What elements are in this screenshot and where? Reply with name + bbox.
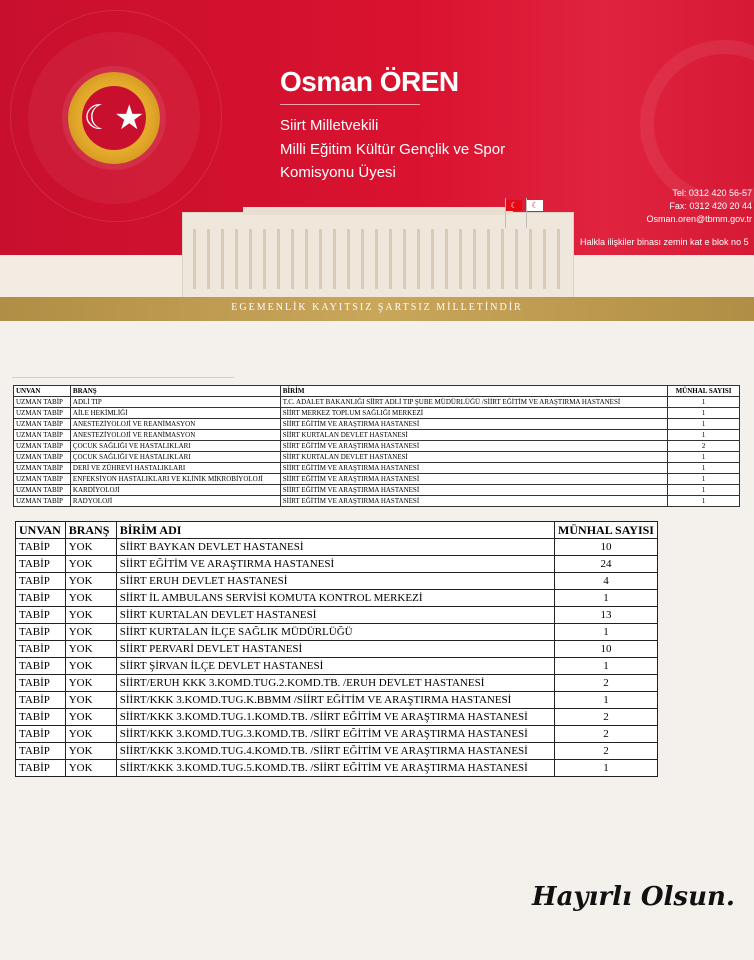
decorative-ring xyxy=(640,40,754,208)
table-cell: TABİP xyxy=(16,590,66,607)
table-cell: TABİP xyxy=(16,641,66,658)
table-cell: SİİRT KURTALAN DEVLET HASTANESİ xyxy=(280,452,667,463)
table-row xyxy=(16,590,658,607)
table-cell: UZMAN TABİP xyxy=(14,463,71,474)
table-cell: 2 xyxy=(555,709,658,726)
table-cell: YOK xyxy=(65,641,116,658)
table-cell: TABİP xyxy=(16,675,66,692)
table-row xyxy=(16,573,658,590)
table-cell: 4 xyxy=(555,573,658,590)
name-divider xyxy=(280,104,420,105)
table-cell: YOK xyxy=(65,607,116,624)
motto: EGEMENLİK KAYITSIZ ŞARTSIZ MİLLETİNDİR xyxy=(231,302,523,313)
closing-signature: Hayırlı Olsun. xyxy=(532,882,735,912)
table-cell: YOK xyxy=(65,539,116,556)
table-cell: 1 xyxy=(555,590,658,607)
table-row xyxy=(16,607,658,624)
table-row xyxy=(14,485,740,496)
table-cell: ANESTEZİYOLOJİ VE REANİMASYON xyxy=(70,419,280,430)
table-cell: SİİRT EĞİTİM VE ARAŞTIRMA HASTANESİ xyxy=(280,441,667,452)
column-header: BRANŞ xyxy=(65,522,116,539)
table-cell: TABİP xyxy=(16,539,66,556)
table-cell: ADLİ TIP xyxy=(70,397,280,408)
table-cell: SİİRT ŞİRVAN İLÇE DEVLET HASTANESİ xyxy=(116,658,554,675)
phone: Tel: 0312 420 56-57 xyxy=(672,188,752,198)
table-cell: RADYOLOJİ xyxy=(70,496,280,507)
table-cell: 2 xyxy=(555,675,658,692)
table-cell: 10 xyxy=(555,539,658,556)
table-cell: 2 xyxy=(555,726,658,743)
table-cell: SİİRT KURTALAN İLÇE SAĞLIK MÜDÜRLÜĞÜ xyxy=(116,624,554,641)
table-cell: SİİRT EĞİTİM VE ARAŞTIRMA HASTANESİ xyxy=(280,496,667,507)
table-cell: UZMAN TABİP xyxy=(14,430,71,441)
table-cell: SİİRT ERUH DEVLET HASTANESİ xyxy=(116,573,554,590)
table-cell: ÇOCUK SAĞLIĞI VE HASTALIKLARI xyxy=(70,441,280,452)
table-cell: YOK xyxy=(65,658,116,675)
column-header: UNVAN xyxy=(14,386,71,397)
table-row xyxy=(16,624,658,641)
table-cell: TABİP xyxy=(16,726,66,743)
table-row xyxy=(16,539,658,556)
table-row xyxy=(14,452,740,463)
table-cell: SİİRT EĞİTİM VE ARAŞTIRMA HASTANESİ xyxy=(116,556,554,573)
divider xyxy=(12,377,234,378)
tbmm-emblem-icon xyxy=(68,72,160,164)
table-cell: T.C. ADALET BAKANLIĞI SİİRT ADLİ TIP ŞUBE MÜDÜRLÜĞÜ /SİİRT EĞİTİM VE ARAŞTIRMA HASTANESİ xyxy=(280,397,667,408)
table-cell: TABİP xyxy=(16,692,66,709)
crescent-star-icon: ☾★ xyxy=(82,86,146,150)
table-row xyxy=(14,430,740,441)
title-line-3: Komisyonu Üyesi xyxy=(280,164,396,181)
column-header: BİRİM ADI xyxy=(116,522,554,539)
column-header: MÜNHAL SAYISI xyxy=(555,522,658,539)
table-cell: 1 xyxy=(668,408,740,419)
physician-vacancies-table xyxy=(15,521,658,777)
table-cell: YOK xyxy=(65,624,116,641)
table-cell: DERİ VE ZÜHREVİ HASTALIKLARI xyxy=(70,463,280,474)
table-cell: 1 xyxy=(668,474,740,485)
table-row xyxy=(16,658,658,675)
title-line-1: Siirt Milletvekili xyxy=(280,117,379,134)
table-cell: 1 xyxy=(668,397,740,408)
fax: Fax: 0312 420 20 44 xyxy=(669,201,752,211)
table-header-row xyxy=(14,386,740,397)
table-cell: 1 xyxy=(555,692,658,709)
table-cell: 1 xyxy=(555,760,658,777)
mp-name: Osman ÖREN xyxy=(280,66,459,97)
table-cell: UZMAN TABİP xyxy=(14,496,71,507)
table-row xyxy=(14,474,740,485)
table-cell: SİİRT KURTALAN DEVLET HASTANESİ xyxy=(116,607,554,624)
table-cell: YOK xyxy=(65,590,116,607)
table-cell: AİLE HEKİMLİĞİ xyxy=(70,408,280,419)
tbmm-flag-icon: ☾ xyxy=(527,200,543,211)
table-cell: 1 xyxy=(668,485,740,496)
table-cell: UZMAN TABİP xyxy=(14,452,71,463)
parliament-building-icon xyxy=(182,212,574,298)
table-cell: SİİRT/ERUH KKK 3.KOMD.TUG.2.KOMD.TB. /ERUH DEVLET HASTANESİ xyxy=(116,675,554,692)
table-cell: 1 xyxy=(555,658,658,675)
table-cell: 1 xyxy=(668,496,740,507)
table-cell: YOK xyxy=(65,675,116,692)
table-row xyxy=(16,726,658,743)
table-cell: TABİP xyxy=(16,743,66,760)
table-cell: UZMAN TABİP xyxy=(14,441,71,452)
table-cell: SİİRT BAYKAN DEVLET HASTANESİ xyxy=(116,539,554,556)
specialist-vacancies-table xyxy=(13,385,740,507)
table-row xyxy=(16,675,658,692)
table-row xyxy=(16,709,658,726)
table-cell: SİİRT/KKK 3.KOMD.TUG.1.KOMD.TB. /SİİRT EĞİTİM VE ARAŞTIRMA HASTANESİ xyxy=(116,709,554,726)
table-cell: 1 xyxy=(555,624,658,641)
table-cell: SİİRT KURTALAN DEVLET HASTANESİ xyxy=(280,430,667,441)
table-cell: UZMAN TABİP xyxy=(14,408,71,419)
table-cell: SİİRT/KKK 3.KOMD.TUG.3.KOMD.TB. /SİİRT EĞİTİM VE ARAŞTIRMA HASTANESİ xyxy=(116,726,554,743)
table-cell: SİİRT/KKK 3.KOMD.TUG.K.BBMM /SİİRT EĞİTİM VE ARAŞTIRMA HASTANESİ xyxy=(116,692,554,709)
table-cell: SİİRT EĞİTİM VE ARAŞTIRMA HASTANESİ xyxy=(280,419,667,430)
table-cell: YOK xyxy=(65,692,116,709)
table-row xyxy=(14,408,740,419)
column-header: UNVAN xyxy=(16,522,66,539)
table-row xyxy=(14,419,740,430)
table-row xyxy=(16,743,658,760)
table-row xyxy=(14,496,740,507)
title-line-2: Milli Eğitim Kültür Gençlik ve Spor xyxy=(280,141,506,158)
table-cell: SİİRT PERVARİ DEVLET HASTANESİ xyxy=(116,641,554,658)
table-cell: 2 xyxy=(668,441,740,452)
table-cell: SİİRT/KKK 3.KOMD.TUG.4.KOMD.TB. /SİİRT EĞİTİM VE ARAŞTIRMA HASTANESİ xyxy=(116,743,554,760)
column-header: BRANŞ xyxy=(70,386,280,397)
table-cell: YOK xyxy=(65,726,116,743)
table-cell: SİİRT EĞİTİM VE ARAŞTIRMA HASTANESİ xyxy=(280,463,667,474)
table-cell: ENFEKSİYON HASTALIKLARI VE KLİNİK MİKROBİYOLOJİ xyxy=(70,474,280,485)
table-row xyxy=(16,692,658,709)
table-cell: TABİP xyxy=(16,658,66,675)
table-cell: YOK xyxy=(65,709,116,726)
table-cell: 1 xyxy=(668,430,740,441)
table-cell: SİİRT EĞİTİM VE ARAŞTIRMA HASTANESİ xyxy=(280,485,667,496)
table-cell: YOK xyxy=(65,760,116,777)
table-row xyxy=(16,556,658,573)
email: Osman.oren@tbmm.gov.tr xyxy=(646,214,752,224)
table-cell: 1 xyxy=(668,419,740,430)
address: Halkla ilişkiler binası zemin kat e blok no 5 xyxy=(580,237,749,247)
table-cell: YOK xyxy=(65,743,116,760)
table-cell: YOK xyxy=(65,556,116,573)
table-cell: SİİRT MERKEZ TOPLUM SAĞLIĞI MERKEZİ xyxy=(280,408,667,419)
table-cell: 1 xyxy=(668,452,740,463)
table-row xyxy=(16,641,658,658)
turkish-flag-icon: ☾ xyxy=(506,200,522,211)
table-cell: TABİP xyxy=(16,709,66,726)
table-cell: UZMAN TABİP xyxy=(14,419,71,430)
table-cell: 2 xyxy=(555,743,658,760)
table-cell: UZMAN TABİP xyxy=(14,397,71,408)
table-cell: TABİP xyxy=(16,760,66,777)
table-cell: YOK xyxy=(65,573,116,590)
table-cell: TABİP xyxy=(16,624,66,641)
table-row xyxy=(14,397,740,408)
table-cell: 10 xyxy=(555,641,658,658)
table-cell: 13 xyxy=(555,607,658,624)
table-cell: ÇOCUK SAĞLIĞI VE HASTALIKLARI xyxy=(70,452,280,463)
table-cell: 24 xyxy=(555,556,658,573)
table-cell: TABİP xyxy=(16,607,66,624)
column-header: BİRİM xyxy=(280,386,667,397)
table-cell: TABİP xyxy=(16,573,66,590)
table-cell: KARDİYOLOJİ xyxy=(70,485,280,496)
table-row xyxy=(14,441,740,452)
table-row xyxy=(16,760,658,777)
table-header-row xyxy=(16,522,658,539)
table-cell: UZMAN TABİP xyxy=(14,474,71,485)
table-cell: SİİRT EĞİTİM VE ARAŞTIRMA HASTANESİ xyxy=(280,474,667,485)
table-cell: 1 xyxy=(668,463,740,474)
table-cell: TABİP xyxy=(16,556,66,573)
column-header: MÜNHAL SAYISI xyxy=(668,386,740,397)
table-cell: UZMAN TABİP xyxy=(14,485,71,496)
table-cell: SİİRT/KKK 3.KOMD.TUG.5.KOMD.TB. /SİİRT EĞİTİM VE ARAŞTIRMA HASTANESİ xyxy=(116,760,554,777)
table-cell: ANESTEZİYOLOJİ VE REANİMASYON xyxy=(70,430,280,441)
table-cell: SİİRT İL AMBULANS SERVİSİ KOMUTA KONTROL MERKEZİ xyxy=(116,590,554,607)
table-row xyxy=(14,463,740,474)
